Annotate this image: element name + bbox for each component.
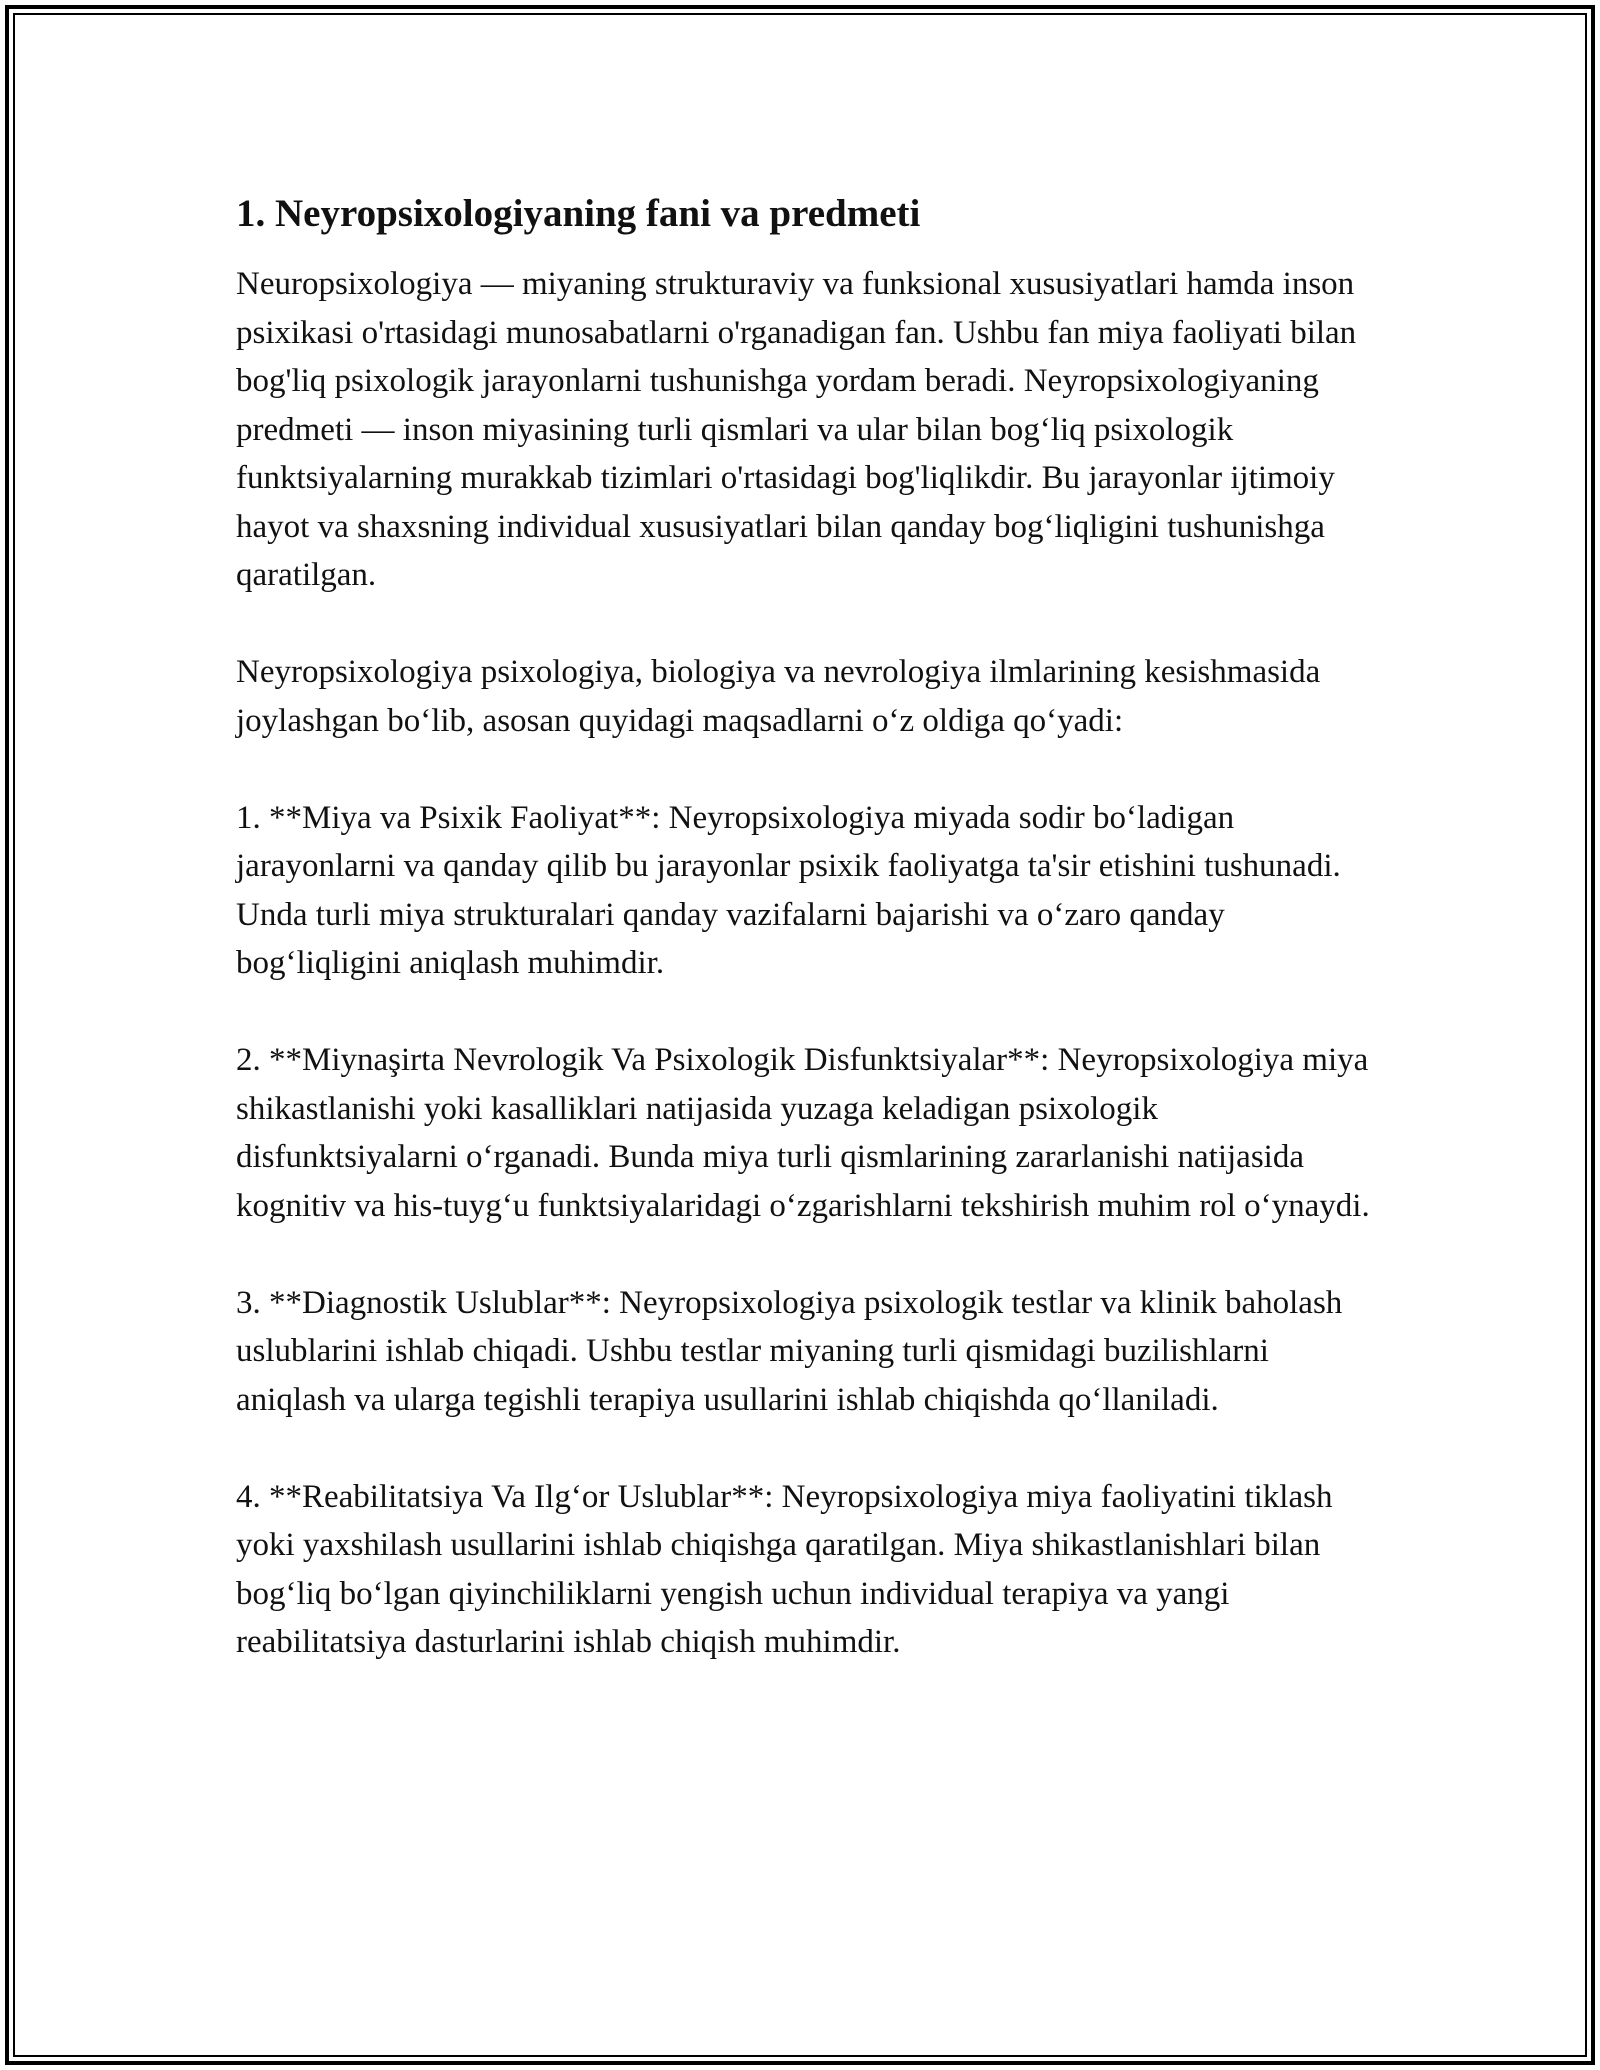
- document-body: [236, 188, 1386, 1715]
- list-item-4-paragraph: 4. **Reabilitatsiya Va Ilg‘or Uslublar**: Neyropsixologiya miya faoliyatini tiklash yoki yaxshilash usullarini ishlab chiqishga qaratilgan. Miya shikastlanishlari bilan bog‘liq bo‘lgan qiyinchiliklarni yengish uchun individual terapiya va yangi reabilitatsiya dasturlarini ishlab chiqish muhimdir.: [236, 1478, 1333, 1660]
- list-item-2-paragraph: 2. **Miynaşirta Nevrologik Va Psixologik Disfunktsiyalar**: Neyropsixologiya miya shikastlanishi yoki kasalliklari natijasida yuzaga keladigan psixologik disfunktsiyalarni o‘rganadi. Bunda miya turli qismlarining zararlanishi natijasida kognitiv va his-tuyg‘u funktsiyalaridagi o‘zgarishlarni tekshirish muhim rol o‘ynaydi.: [236, 1042, 1370, 1224]
- list-item-1-paragraph: 1. **Miya va Psixik Faoliyat**: Neyropsixologiya miyada sodir bo‘ladigan jarayonlarni va qanday qilib bu jarayonlar psixik faoliyatga ta'sir etishini tushunadi. Unda turli miya strukturalari qanday vazifalarni bajarishi va o‘zaro qanday bog‘liqligini aniqlash muhimdir.: [236, 799, 1341, 981]
- section-heading: 1. Neyropsixologiyaning fani va predmeti: [236, 192, 921, 235]
- intro-paragraph: Neuropsixologiya — miyaning strukturaviy va funksional xususiyatlari hamda inson psixikasi o'rtasidagi munosabatlarni o'rganadigan fan. Ushbu fan miya faoliyati bilan bog'liq psixologik jarayonlarni tushunishga yordam beradi. Neyropsixologiyaning predmeti — inson miyasining turli qismlari va ular bilan bog‘liq psixologik funktsiyalarning murakkab tizimlari o'rtasidagi bog'liqlikdir. Bu jarayonlar ijtimoiy hayot va shaxsning individual xususiyatlari bilan qanday bog‘liqligini tushunishga qaratilgan.: [236, 266, 1357, 593]
- list-item-3-paragraph: 3. **Diagnostik Uslublar**: Neyropsixologiya psixologik testlar va klinik baholash uslublarini ishlab chiqadi. Ushbu testlar miyaning turli qismidagi buzilishlarni aniqlash va ularga tegishli terapiya usullarini ishlab chiqishda qo‘llaniladi.: [236, 1284, 1343, 1418]
- goals-intro-paragraph: Neyropsixologiya psixologiya, biologiya va nevrologiya ilmlarining kesishmasida joylashgan bo‘lib, asosan quyidagi maqsadlarni o‘z oldiga qo‘yadi:: [236, 654, 1321, 739]
